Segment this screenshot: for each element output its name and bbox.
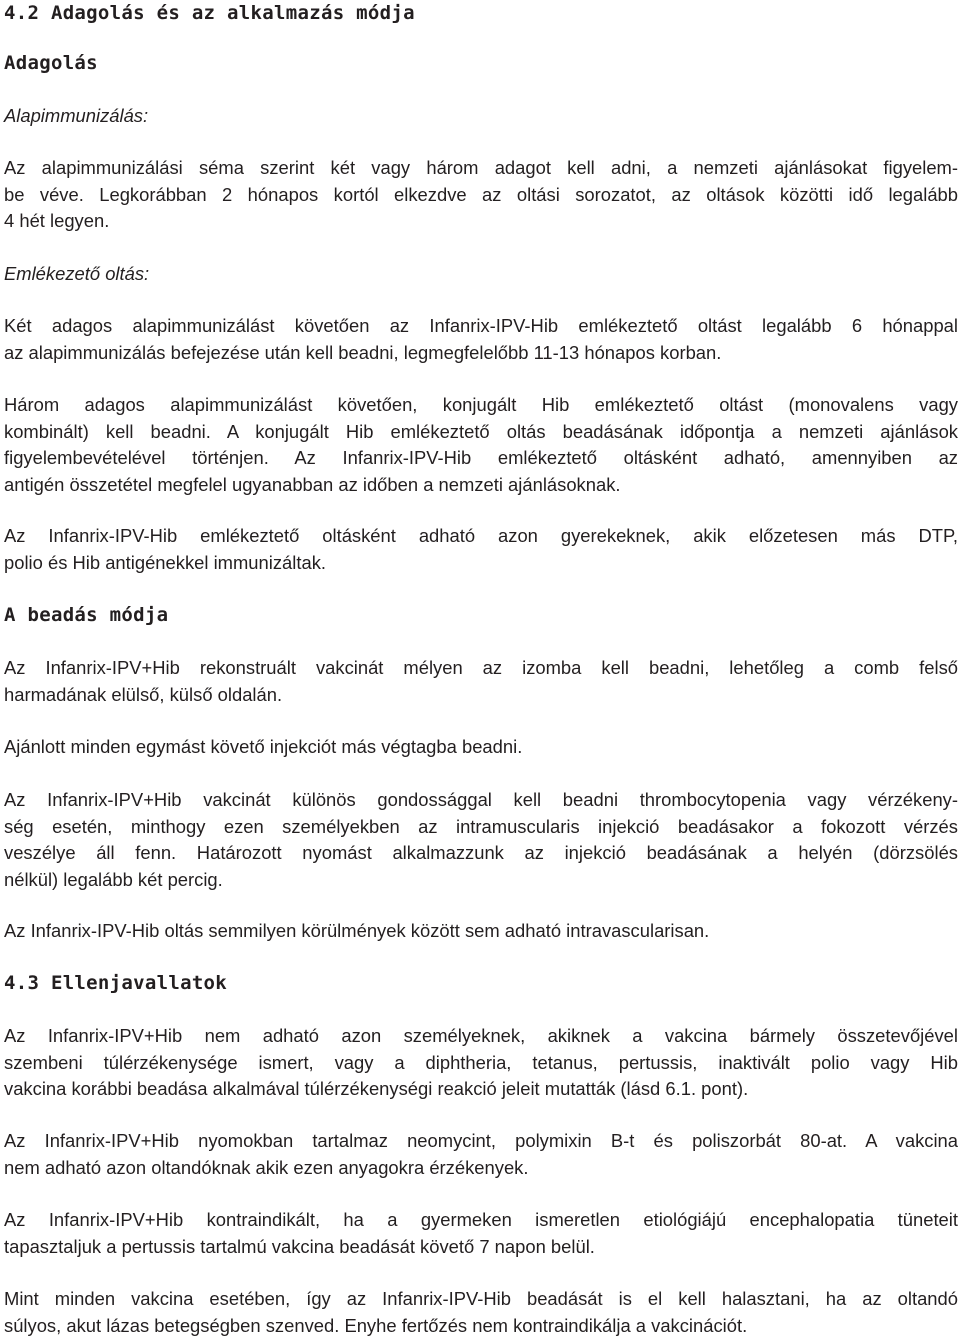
text-line: Az Infanrix-IPV-Hib oltás semmilyen körülmények között sem adható intravascularisan. xyxy=(4,918,958,945)
adagolas-heading: Adagolás xyxy=(4,50,98,76)
text-line: nem adható azon oltandóknak akik ezen anyagokra érzékenyek. xyxy=(4,1155,958,1182)
paragraph-vegtag xyxy=(4,734,958,761)
text-line: az alapimmunizálás befejezése után kell beadni, legmegfelelőbb 11-13 hónapos korban. xyxy=(4,340,958,367)
text-line: Két adagos alapimmunizálást követően az Infanrix-IPV-Hib emlékeztető oltást legalább 6 hónappal xyxy=(4,313,958,340)
text-line: be véve. Legkorábban 2 hónapos kortól elkezdve az oltási sorozatot, az oltások közötti idő legalább xyxy=(4,182,958,209)
text-line: tapasztaljuk a pertussis tartalmú vakcina beadását követő 7 napon belül. xyxy=(4,1234,958,1261)
text-line: vakcina korábbi beadása alkalmával túlérzékenységi reakció jeleit mutatták (lásd 6.1. pont). xyxy=(4,1076,958,1103)
text-line: antigén összetétel megfelel ugyanabban az időben a nemzeti ajánlásoknak. xyxy=(4,472,958,499)
text-line: súlyos, akut lázas betegségben szenved. Enyhe fertőzés nem kontraindikálja a vakcinációt. xyxy=(4,1313,958,1339)
text-line: figyelembevételével történjen. Az Infanrix-IPV-Hib emlékeztető oltásként adható, amennyiben az xyxy=(4,445,958,472)
text-line: szembeni túlérzékenysége ismert, vagy a diphtheria, tetanus, pertussis, inaktivált polio vagy Hib xyxy=(4,1050,958,1077)
paragraph-thrombocytopenia xyxy=(4,787,958,893)
paragraph-ellenjavallat-4 xyxy=(4,1286,958,1339)
paragraph-dtp-polio xyxy=(4,523,958,576)
paragraph-rekonstrualt xyxy=(4,655,958,708)
beadas-heading: A beadás módja xyxy=(4,602,168,628)
text-line: 4 hét legyen. xyxy=(4,208,958,235)
paragraph-ellenjavallat-1 xyxy=(4,1023,958,1103)
text-line: Mint minden vakcina esetében, így az Infanrix-IPV-Hib beadását is el kell halasztani, ha az oltandó xyxy=(4,1286,958,1313)
paragraph-alapimmunizalas xyxy=(4,155,958,235)
emlekezeto-label: Emlékezető oltás: xyxy=(4,261,149,288)
text-line: veszélye áll fenn. Határozott nyomást alkalmazzunk az injekció beadásának a helyén (dörzsölés xyxy=(4,840,958,867)
text-line: ség esetén, minthogy ezen személyekben az intramuscularis injekció beadásakor a fokozott vérzés xyxy=(4,814,958,841)
text-line: kombinált) kell beadni. A konjugált Hib emlékeztető oltás beadásának időpontja a nemzeti ajánlások xyxy=(4,419,958,446)
text-line: Az Infanrix-IPV+Hib nem adható azon személyeknek, akiknek a vakcina bármely összetevőjével xyxy=(4,1023,958,1050)
text-line: Ajánlott minden egymást követő injekciót más végtagba beadni. xyxy=(4,734,958,761)
paragraph-ket-adagos xyxy=(4,313,958,366)
text-line: Az Infanrix-IPV+Hib rekonstruált vakcinát mélyen az izomba kell beadni, lehetőleg a comb felső xyxy=(4,655,958,682)
paragraph-harom-adagos xyxy=(4,392,958,498)
paragraph-ellenjavallat-2 xyxy=(4,1128,958,1181)
text-line: Az alapimmunizálási séma szerint két vagy három adagot kell adni, a nemzeti ajánlásokat figyelem- xyxy=(4,155,958,182)
text-line: harmadának elülső, külső oldalán. xyxy=(4,682,958,709)
alapimmunizalas-label: Alapimmunizálás: xyxy=(4,103,148,130)
text-line: Három adagos alapimmunizálást követően, konjugált Hib emlékeztető oltást (monovalens vagy xyxy=(4,392,958,419)
text-line: nélkül) legalább két percig. xyxy=(4,867,958,894)
section-4-2-title: 4.2 Adagolás és az alkalmazás módja xyxy=(4,0,415,26)
text-line: polio és Hib antigénekkel immunizáltak. xyxy=(4,550,958,577)
text-line: Az Infanrix-IPV+Hib nyomokban tartalmaz neomycint, polymixin B-t és poliszorbát 80-at. A vakcina xyxy=(4,1128,958,1155)
section-4-3-title: 4.3 Ellenjavallatok xyxy=(4,970,227,996)
text-line: Az Infanrix-IPV+Hib kontraindikált, ha a gyermeken ismeretlen etiológiájú encephalopatia tüneteit xyxy=(4,1207,958,1234)
text-line: Az Infanrix-IPV-Hib emlékeztető oltásként adható azon gyerekeknek, akik előzetesen más DTP, xyxy=(4,523,958,550)
text-line: Az Infanrix-IPV+Hib vakcinát különös gondossággal kell beadni thrombocytopenia vagy vérzékeny- xyxy=(4,787,958,814)
paragraph-ellenjavallat-3 xyxy=(4,1207,958,1260)
paragraph-intravascularisan xyxy=(4,918,958,945)
